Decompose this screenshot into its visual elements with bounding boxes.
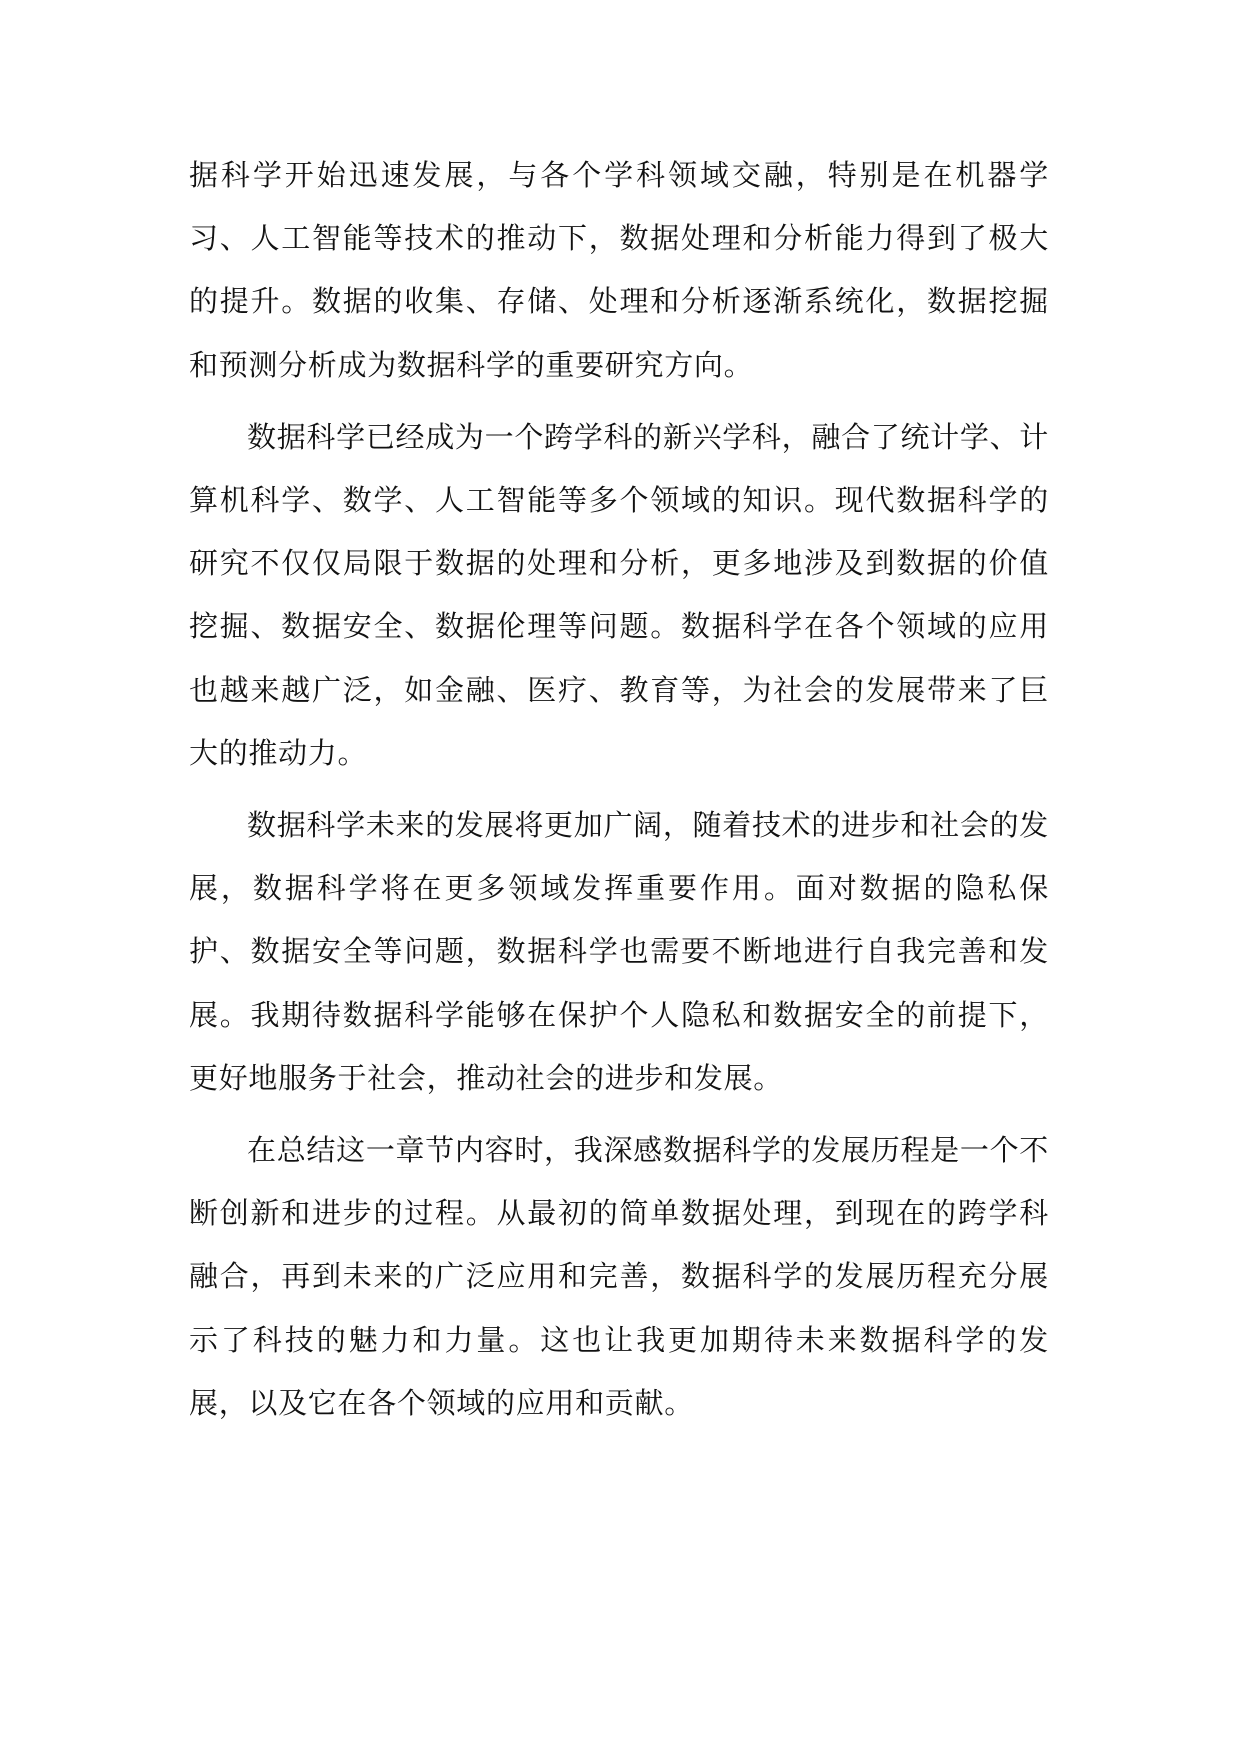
paragraph-3: 数据科学未来的发展将更加广阔，随着技术的进步和社会的发展，数据科学将在更多领域发挥重要作用。面对数据的隐私保护、数据安全等问题，数据科学也需要不断地进行自我完善和发展。我期待数据科学能够在保护个人隐私和数据安全的前提下，更好地服务于社会，推动社会的进步和发展。 (189, 808, 1049, 1095)
paragraph-1: 据科学开始迅速发展，与各个学科领域交融，特别是在机器学习、人工智能等技术的推动下，数据处理和分析能力得到了极大的提升。数据的收集、存储、处理和分析逐渐系统化，数据挖掘和预测分析成为数据科学的重要研究方向。 (189, 158, 1049, 382)
paragraph-4: 在总结这一章节内容时，我深感数据科学的发展历程是一个不断创新和进步的过程。从最初的简单数据处理，到现在的跨学科融合，再到未来的广泛应用和完善，数据科学的发展历程充分展示了科技的魅力和力量。这也让我更加期待未来数据科学的发展，以及它在各个领域的应用和贡献。 (189, 1133, 1049, 1420)
paragraph-2: 数据科学已经成为一个跨学科的新兴学科，融合了统计学、计算机科学、数学、人工智能等多个领域的知识。现代数据科学的研究不仅仅局限于数据的处理和分析，更多地涉及到数据的价值挖掘、数据安全、数据伦理等问题。数据科学在各个领域的应用也越来越广泛，如金融、医疗、教育等，为社会的发展带来了巨大的推动力。 (189, 419, 1049, 770)
body-text (189, 144, 1049, 1444)
